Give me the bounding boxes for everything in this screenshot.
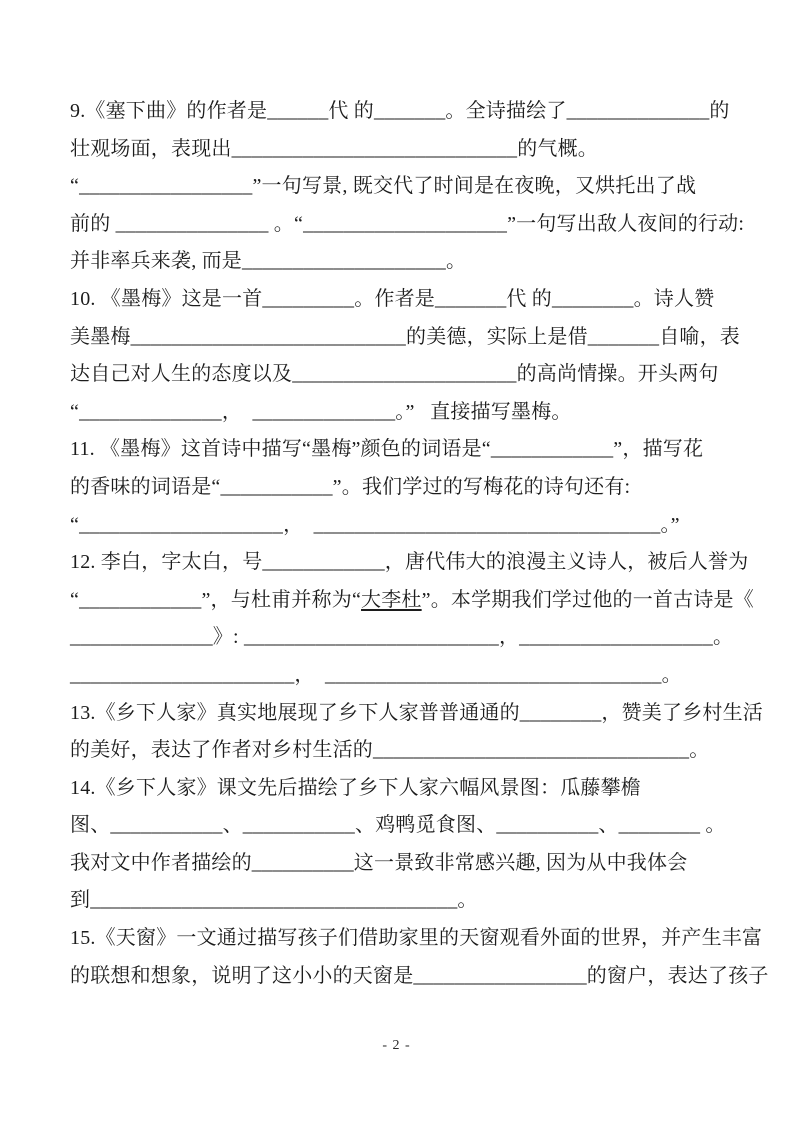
question-10-line-2: 美墨梅___________________________的美德，实际上是借_______自喻，表 [70, 325, 740, 348]
question-12-line-1: 12. 李白，字太白，号____________，唐代伟大的浪漫主义诗人，被后人誉为 [70, 551, 749, 574]
question-12-line-3: ______________》: _________________________，___________________。 [70, 626, 734, 649]
question-10-line-3: 达自己对人生的态度以及______________________的高尚情操。开头两句 [70, 363, 719, 386]
question-13-line-1: 13.《乡下人家》真实地展现了乡下人家普普通通的________，赞美了乡村生活 [70, 701, 763, 724]
question-11-line-2: 的香味的词语是“___________”。我们学过的写梅花的诗句还有: [70, 475, 631, 498]
question-14-line-4: 到____________________________________。 [70, 889, 478, 912]
question-14-line-1: 14.《乡下人家》课文先后描绘了乡下人家六幅风景图：瓜藤攀檐 [70, 776, 641, 799]
question-10-line-4: “______________， ______________。” 直接描写墨梅。 [70, 400, 572, 423]
question-12-line-4: ______________________， _________________________________。 [70, 663, 682, 686]
question-12 [70, 544, 754, 694]
question-13-line-2: 的美好，表达了作者对乡村生活的_______________________________。 [70, 739, 710, 762]
question-10 [70, 281, 740, 431]
question-9-line-5: 并非率兵来袭, 而是____________________。 [70, 250, 467, 273]
question-9-line-2: 壮观场面，表现出____________________________的气概。 [70, 137, 598, 160]
underlined-term-da-li-du: 大李杜 [361, 588, 422, 611]
question-14-line-2: 图、___________、___________、鸡鸭觅食图、__________、________ 。 [70, 814, 726, 837]
question-10-line-1: 10. 《墨梅》这是一首_________。作者是_______代 的________。诗人赞 [70, 287, 715, 310]
question-12-line-2 [70, 582, 754, 620]
question-11 [70, 431, 735, 544]
question-12-line-2-post: ”。本学期我们学过他的一首古诗是《 [421, 588, 754, 611]
question-9-line-3: “_________________”一句写景, 既交代了时间是在夜晚，又烘托出了战 [70, 175, 697, 198]
question-9 [70, 93, 745, 281]
question-14-line-3: 我对文中作者描绘的__________这一景致非常感兴趣, 因为从中我体会 [70, 851, 688, 874]
question-11-line-3: “____________________， __________________________________。” [70, 513, 680, 536]
question-15-line-1: 15.《天窗》一文通过描写孩子们借助家里的天窗观看外面的世界，并产生丰富 [70, 927, 763, 950]
worksheet-content [70, 93, 769, 995]
question-14 [70, 770, 735, 920]
question-9-line-1: 9.《塞下曲》的作者是______代 的_______。全诗描绘了______________的 [70, 100, 730, 122]
question-15 [70, 920, 769, 995]
question-12-line-2-pre: “____________”，与杜甫并称为“ [70, 588, 362, 611]
question-15-line-2: 的联想和想象，说明了这小小的天窗是_________________的窗户，表达了孩子 [70, 964, 769, 987]
question-13 [70, 695, 763, 770]
page-number: - 2 - [382, 1038, 411, 1053]
question-9-line-4: 前的 _______________ 。“____________________”一句写出敌人夜间的行动: [70, 212, 745, 235]
question-11-line-1: 11. 《墨梅》这首诗中描写“墨梅”颜色的词语是“____________”，描写花 [70, 438, 704, 461]
